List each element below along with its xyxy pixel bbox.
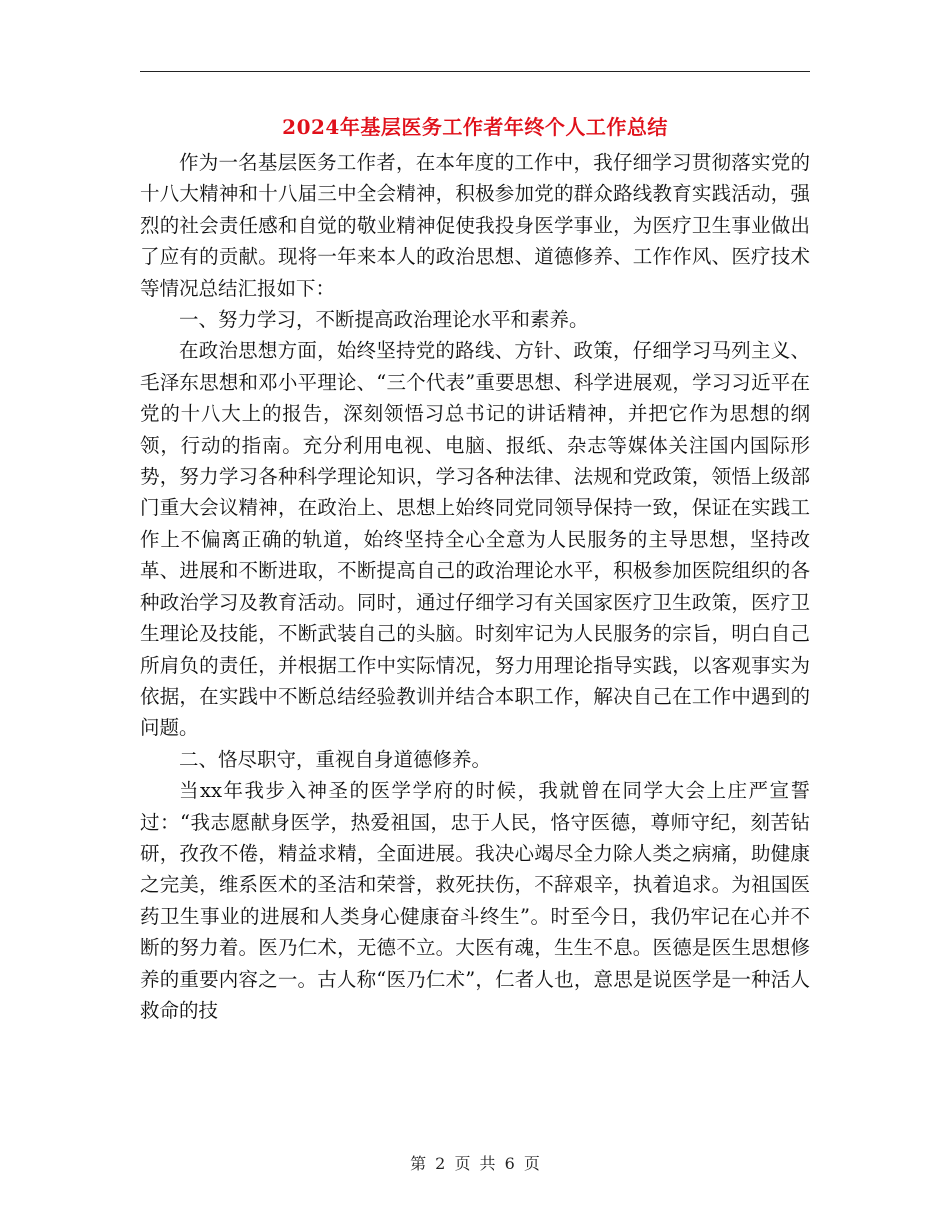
document-body (140, 147, 810, 1026)
intro-paragraph: 作为一名基层医务工作者，在本年度的工作中，我仔细学习贯彻落实党的十八大精神和十八届三中全会精神，积极参加党的群众路线教育实践活动，强烈的社会责任感和自觉的敬业精神促使我投身医学事业，为医疗卫生事业做出了应有的贡献。现将一年来本人的政治思想、道德修养、工作作风、医疗技术等情况总结汇报如下： (140, 151, 810, 300)
section-1-paragraph: 在政治思想方面，始终坚持党的路线、方针、政策，仔细学习马列主义、毛泽东思想和邓小平理论、“三个代表”重要思想、科学进展观，学习习近平在党的十八大上的报告，深刻领悟习总书记的讲话精神，并把它作为思想的纲领，行动的指南。充分利用电视、电脑、报纸、杂志等媒体关注国内国际形势，努力学习各种科学理论知识，学习各种法律、法规和党政策，领悟上级部门重大会议精神，在政治上、思想上始终同党同领导保持一致，保证在实践工作上不偏离正确的轨道，始终坚持全心全意为人民服务的主导思想，坚持改革、进展和不断进取，不断提高自己的政治理论水平，积极参加医院组织的各种政治学习及教育活动。同时，通过仔细学习有关国家医疗卫生政策，医疗卫生理论及技能，不断武装自己的头脑。时刻牢记为人民服务的宗旨，明白自己所肩负的责任，并根据工作中实际情况，努力用理论指导实践，以客观事实为依据，在实践中不断总结经验教训并结合本职工作，解决自己在工作中遇到的问题。 (140, 339, 810, 740)
section-heading-1: 一、努力学习，不断提高政治理论水平和素养。 (179, 308, 589, 332)
section-heading-2: 二、恪尽职守，重视自身道德修养。 (179, 747, 492, 771)
section-2-paragraph: 当xx年我步入神圣的医学学府的时候，我就曾在同学大会上庄严宣誓过：“我志愿献身医学，热爱祖国，忠于人民，恪守医德，尊师守纪，刻苦钻研，孜孜不倦，精益求精，全面进展。我决心竭尽全力除人类之病痛，助健康之完美，维系医术的圣洁和荣誉，救死扶伤，不辞艰辛，执着追求。为祖国医药卫生事业的进展和人类身心健康奋斗终生”。时至今日，我仍牢记在心并不断的努力着。医乃仁术，无德不立。大医有魂，生生不息。医德是医生思想修养的重要内容之一。古人称“医乃仁术”，仁者人也，意思是说医学是一种活人救命的技 (140, 779, 810, 1022)
header-rule (140, 71, 810, 72)
document-title: 2024年基层医务工作者年终个人工作总结 (282, 115, 668, 139)
page-number-footer: 第 2 页 共 6 页 (410, 1154, 540, 1173)
